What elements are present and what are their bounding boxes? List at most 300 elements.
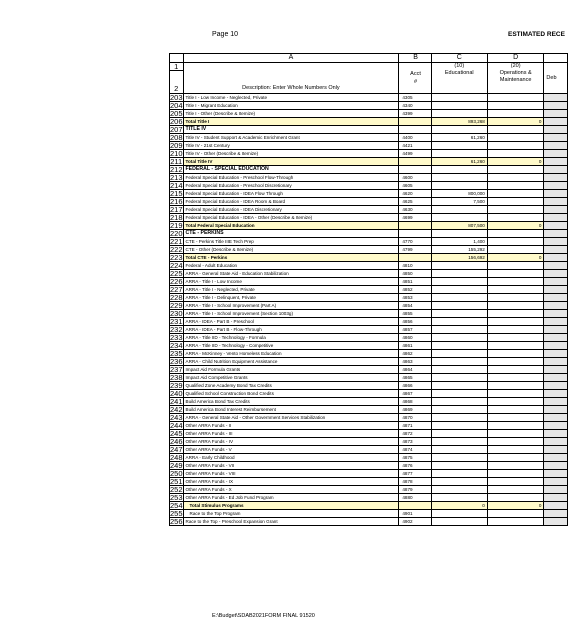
educational-cell[interactable] xyxy=(431,94,487,102)
operations-maintenance-cell[interactable]: 0 xyxy=(487,158,544,166)
description-cell[interactable]: FEDERAL - SPECIAL EDUCATION xyxy=(183,166,399,174)
description-cell[interactable]: Federal Special Education - IDEA Room & Board xyxy=(183,198,399,206)
educational-cell[interactable] xyxy=(431,462,487,470)
account-number-cell[interactable]: 4879 xyxy=(399,486,431,494)
debt-service-cell[interactable] xyxy=(544,446,568,454)
operations-maintenance-cell[interactable]: 0 xyxy=(487,254,544,262)
column-header-a[interactable]: A xyxy=(183,54,399,63)
debt-service-cell[interactable] xyxy=(544,214,568,222)
account-number-cell[interactable]: 4699 xyxy=(399,214,431,222)
account-number-cell[interactable]: 4305 xyxy=(399,94,431,102)
operations-maintenance-cell[interactable] xyxy=(487,94,544,102)
educational-cell[interactable]: 800,000 xyxy=(431,190,487,198)
account-number-cell[interactable]: 4870 xyxy=(399,414,431,422)
description-cell[interactable]: Other ARRA Funds - II xyxy=(183,422,399,430)
educational-cell[interactable] xyxy=(431,374,487,382)
description-cell[interactable]: Impact Aid Competitive Grants xyxy=(183,374,399,382)
row-number: 241 xyxy=(170,397,183,406)
account-number-cell[interactable]: 4620 xyxy=(399,190,431,198)
description-cell[interactable]: Race to the Top - Preschool Expansion Grant xyxy=(183,518,399,526)
debt-service-cell[interactable] xyxy=(544,302,568,310)
operations-maintenance-cell[interactable] xyxy=(487,142,544,150)
account-number-cell[interactable] xyxy=(399,254,431,262)
educational-cell[interactable]: 1,400 xyxy=(431,238,487,246)
account-number-cell[interactable]: 4855 xyxy=(399,310,431,318)
account-number-cell[interactable]: 4851 xyxy=(399,278,431,286)
operations-maintenance-cell[interactable] xyxy=(487,206,544,214)
operations-maintenance-cell[interactable] xyxy=(487,510,544,518)
educational-cell[interactable] xyxy=(431,486,487,494)
operations-maintenance-cell[interactable] xyxy=(487,134,544,142)
debt-service-cell[interactable] xyxy=(544,158,568,166)
operations-maintenance-cell[interactable] xyxy=(487,414,544,422)
operations-maintenance-cell[interactable] xyxy=(487,494,544,502)
account-number-cell[interactable]: 4878 xyxy=(399,478,431,486)
column-header-b[interactable]: B xyxy=(399,54,431,63)
operations-maintenance-cell[interactable] xyxy=(487,174,544,182)
description-cell[interactable]: Qualified Zone Academy Bond Tax Credits xyxy=(183,382,399,390)
account-number-cell[interactable]: 4872 xyxy=(399,430,431,438)
debt-service-cell[interactable] xyxy=(544,502,568,510)
educational-cell[interactable] xyxy=(431,294,487,302)
description-cell[interactable]: Title I - Migrant Education xyxy=(183,102,399,110)
description-cell[interactable]: Qualified School Construction Bond Credits xyxy=(183,390,399,398)
table-row xyxy=(170,510,568,518)
operations-maintenance-cell[interactable] xyxy=(487,102,544,110)
corner-cell[interactable] xyxy=(170,54,184,63)
account-number-cell[interactable]: 4499 xyxy=(399,150,431,158)
account-number-cell[interactable]: 4857 xyxy=(399,326,431,334)
table-row xyxy=(170,310,568,318)
debt-service-cell[interactable] xyxy=(544,206,568,214)
description-cell[interactable]: ARRA - Title IID - Technology - Formula xyxy=(183,334,399,342)
description-cell[interactable]: Title IV - Student Support & Academic Enrichment Grant xyxy=(183,134,399,142)
operations-maintenance-cell[interactable] xyxy=(487,342,544,350)
operations-maintenance-cell[interactable]: 0 xyxy=(487,118,544,126)
account-number-cell[interactable]: 4860 xyxy=(399,334,431,342)
operations-maintenance-cell[interactable] xyxy=(487,486,544,494)
educational-cell[interactable] xyxy=(431,430,487,438)
description-cell[interactable]: Total Federal Special Education xyxy=(183,222,399,230)
row-number: 248 xyxy=(170,453,183,462)
account-number-cell[interactable]: 4873 xyxy=(399,438,431,446)
debt-service-cell[interactable] xyxy=(544,342,568,350)
operations-maintenance-cell[interactable] xyxy=(487,350,544,358)
educational-cell[interactable]: 61,260 xyxy=(431,158,487,166)
debt-service-cell[interactable] xyxy=(544,262,568,270)
operations-maintenance-cell[interactable] xyxy=(487,358,544,366)
description-cell[interactable]: Title IV - Other (Describe & Itemize) xyxy=(183,150,399,158)
educational-cell[interactable] xyxy=(431,278,487,286)
debt-service-cell[interactable] xyxy=(544,166,568,174)
operations-maintenance-cell[interactable] xyxy=(487,318,544,326)
description-cell[interactable]: Other ARRA Funds - IV xyxy=(183,438,399,446)
description-cell[interactable]: Total Stimulus Programs xyxy=(183,502,399,510)
operations-maintenance-cell[interactable] xyxy=(487,270,544,278)
description-cell[interactable]: Other ARRA Funds - IX xyxy=(183,478,399,486)
account-number-cell[interactable]: 4421 xyxy=(399,142,431,150)
account-number-cell[interactable]: 4868 xyxy=(399,398,431,406)
educational-cell[interactable] xyxy=(431,382,487,390)
description-cell[interactable]: Other ARRA Funds - Ed Job Fund Program xyxy=(183,494,399,502)
account-number-cell[interactable] xyxy=(399,158,431,166)
operations-maintenance-cell[interactable] xyxy=(487,438,544,446)
operations-maintenance-cell[interactable] xyxy=(487,406,544,414)
account-number-cell[interactable]: 4605 xyxy=(399,182,431,190)
debt-service-cell[interactable] xyxy=(544,222,568,230)
educational-cell[interactable] xyxy=(431,478,487,486)
educational-cell[interactable] xyxy=(431,454,487,462)
debt-service-cell[interactable] xyxy=(544,174,568,182)
debt-service-cell[interactable] xyxy=(544,374,568,382)
debt-service-cell[interactable] xyxy=(544,294,568,302)
account-number-cell[interactable]: 4600 xyxy=(399,174,431,182)
description-cell[interactable]: Other ARRA Funds - VIII xyxy=(183,470,399,478)
row-number: 226 xyxy=(170,277,183,286)
educational-cell[interactable]: 156,692 xyxy=(431,254,487,262)
description-cell[interactable]: Race to the Top Program xyxy=(183,510,399,518)
account-number-cell[interactable]: 4810 xyxy=(399,262,431,270)
estimated-receipts-title: ESTIMATED RECE xyxy=(508,31,565,38)
description-cell[interactable]: ARRA - Title I - Delinquent, Private xyxy=(183,294,399,302)
educational-cell[interactable] xyxy=(431,326,487,334)
debt-service-cell[interactable] xyxy=(544,438,568,446)
description-cell[interactable]: ARRA - IDEA - Part B - Flow-Through xyxy=(183,326,399,334)
description-cell[interactable]: ARRA - Title IID - Technology - Competitive xyxy=(183,342,399,350)
debt-service-cell[interactable] xyxy=(544,518,568,526)
account-number-cell[interactable]: 4865 xyxy=(399,374,431,382)
educational-cell[interactable] xyxy=(431,446,487,454)
account-number-cell[interactable]: 4877 xyxy=(399,470,431,478)
debt-service-cell[interactable] xyxy=(544,390,568,398)
debt-service-cell[interactable] xyxy=(544,366,568,374)
operations-maintenance-cell[interactable] xyxy=(487,462,544,470)
operations-maintenance-cell[interactable] xyxy=(487,478,544,486)
operations-maintenance-cell[interactable] xyxy=(487,246,544,254)
educational-cell[interactable] xyxy=(431,358,487,366)
description-cell[interactable]: ARRA - Early Childhood xyxy=(183,454,399,462)
account-number-cell[interactable]: 4861 xyxy=(399,342,431,350)
educational-cell[interactable] xyxy=(431,350,487,358)
educational-cell[interactable] xyxy=(431,270,487,278)
description-cell[interactable]: ARRA - General State Aid - Education Stabilization xyxy=(183,270,399,278)
debt-service-cell[interactable] xyxy=(544,358,568,366)
description-cell[interactable]: ARRA - General State Aid - Other Government Services Stabilization xyxy=(183,414,399,422)
description-cell[interactable]: Build America Bond Interest Reimbursement xyxy=(183,406,399,414)
debt-service-cell[interactable] xyxy=(544,286,568,294)
account-number-cell[interactable]: 4850 xyxy=(399,270,431,278)
column-header-d[interactable]: D xyxy=(487,54,544,63)
account-number-cell[interactable]: 4625 xyxy=(399,198,431,206)
debt-service-cell[interactable] xyxy=(544,142,568,150)
description-cell[interactable]: Federal Special Education - IDEA Discretionary xyxy=(183,206,399,214)
operations-maintenance-cell[interactable] xyxy=(487,366,544,374)
description-cell[interactable]: ARRA - McKinney - Vento Homeless Education xyxy=(183,350,399,358)
educational-cell[interactable]: 807,500 xyxy=(431,222,487,230)
debt-service-cell[interactable] xyxy=(544,350,568,358)
debt-service-cell[interactable] xyxy=(544,102,568,110)
operations-maintenance-cell[interactable] xyxy=(487,182,544,190)
debt-service-cell[interactable] xyxy=(544,118,568,126)
account-number-cell[interactable]: 4901 xyxy=(399,510,431,518)
operations-maintenance-cell[interactable] xyxy=(487,374,544,382)
educational-cell[interactable] xyxy=(431,102,487,110)
educational-cell[interactable] xyxy=(431,150,487,158)
operations-maintenance-cell[interactable]: 0 xyxy=(487,222,544,230)
debt-header xyxy=(544,63,568,94)
description-cell[interactable]: ARRA - IDEA - Part B - Preschool xyxy=(183,318,399,326)
table-row xyxy=(170,350,568,358)
educational-cell[interactable] xyxy=(431,310,487,318)
operations-maintenance-cell[interactable] xyxy=(487,302,544,310)
account-number-cell[interactable]: 4874 xyxy=(399,446,431,454)
operations-maintenance-cell[interactable] xyxy=(487,470,544,478)
debt-service-cell[interactable] xyxy=(544,134,568,142)
educational-cell[interactable] xyxy=(431,518,487,526)
educational-cell[interactable] xyxy=(431,174,487,182)
educational-cell[interactable] xyxy=(431,438,487,446)
description-cell[interactable]: Total CTE - Perkins xyxy=(183,254,399,262)
account-number-cell[interactable]: 4867 xyxy=(399,390,431,398)
debt-service-cell[interactable] xyxy=(544,230,568,238)
column-header-c[interactable]: C xyxy=(431,54,487,63)
table-row xyxy=(170,198,568,206)
row-number: 206 xyxy=(170,117,183,126)
description-cell[interactable]: CTE - Perkins Title IIIE Tech Prep xyxy=(183,238,399,246)
operations-maintenance-cell[interactable] xyxy=(487,126,544,134)
debt-service-cell[interactable] xyxy=(544,326,568,334)
debt-service-cell[interactable] xyxy=(544,182,568,190)
om-header-line3: Maintenance xyxy=(499,77,532,83)
account-number-cell[interactable]: 4399 xyxy=(399,110,431,118)
description-cell[interactable]: Title I - Other (Describe & Itemize) xyxy=(183,110,399,118)
educational-cell[interactable] xyxy=(431,214,487,222)
educational-cell[interactable] xyxy=(431,182,487,190)
account-number-cell[interactable]: 4400 xyxy=(399,134,431,142)
description-cell[interactable]: TITLE IV xyxy=(183,126,399,134)
description-cell[interactable]: CTE - PERKINS xyxy=(183,230,399,238)
operations-maintenance-cell[interactable] xyxy=(487,110,544,118)
educational-cell[interactable] xyxy=(431,142,487,150)
description-cell[interactable]: Title IV - 21st Century xyxy=(183,142,399,150)
account-number-cell[interactable] xyxy=(399,166,431,174)
debt-service-cell[interactable] xyxy=(544,238,568,246)
educational-cell[interactable] xyxy=(431,422,487,430)
description-cell[interactable]: ARRA - Child Nutrition Equipment Assistance xyxy=(183,358,399,366)
description-cell[interactable]: ARRA - Title I - Low Income xyxy=(183,278,399,286)
debt-service-cell[interactable] xyxy=(544,478,568,486)
debt-service-cell[interactable] xyxy=(544,422,568,430)
description-cell[interactable]: ARRA - Title I - Neglected, Private xyxy=(183,286,399,294)
edu-header-line1: (10) xyxy=(454,63,465,69)
description-cell[interactable]: Total Title I xyxy=(183,118,399,126)
debt-service-cell[interactable] xyxy=(544,398,568,406)
educational-cell[interactable] xyxy=(431,342,487,350)
description-cell[interactable]: Federal Special Education - Preschool Discretionary xyxy=(183,182,399,190)
description-cell[interactable]: ARRA - Title I - School Improvement (Section 1003g) xyxy=(183,310,399,318)
educational-cell[interactable] xyxy=(431,510,487,518)
debt-service-cell[interactable] xyxy=(544,382,568,390)
account-number-cell[interactable]: 4863 xyxy=(399,358,431,366)
operations-maintenance-cell[interactable] xyxy=(487,262,544,270)
account-number-cell[interactable]: 4875 xyxy=(399,454,431,462)
operations-maintenance-cell[interactable] xyxy=(487,190,544,198)
operations-maintenance-cell[interactable] xyxy=(487,446,544,454)
account-number-cell[interactable]: 4854 xyxy=(399,302,431,310)
debt-service-cell[interactable] xyxy=(544,310,568,318)
description-cell[interactable]: Federal Special Education - IDEA Flow Through xyxy=(183,190,399,198)
debt-service-cell[interactable] xyxy=(544,190,568,198)
account-number-cell[interactable]: 4902 xyxy=(399,518,431,526)
account-number-cell[interactable] xyxy=(399,230,431,238)
account-number-cell[interactable]: 4869 xyxy=(399,406,431,414)
table-row xyxy=(170,446,568,454)
debt-service-cell[interactable] xyxy=(544,486,568,494)
debt-service-cell[interactable] xyxy=(544,462,568,470)
operations-maintenance-cell[interactable] xyxy=(487,430,544,438)
debt-service-cell[interactable] xyxy=(544,110,568,118)
educational-cell[interactable]: 61,260 xyxy=(431,134,487,142)
educational-cell[interactable] xyxy=(431,334,487,342)
operations-maintenance-cell[interactable] xyxy=(487,214,544,222)
educational-cell[interactable] xyxy=(431,262,487,270)
account-number-cell[interactable]: 4853 xyxy=(399,294,431,302)
educational-cell[interactable] xyxy=(431,110,487,118)
operations-maintenance-cell[interactable] xyxy=(487,382,544,390)
educational-cell[interactable] xyxy=(431,414,487,422)
educational-cell[interactable] xyxy=(431,126,487,134)
operations-maintenance-cell[interactable] xyxy=(487,294,544,302)
account-number-cell[interactable]: 4864 xyxy=(399,366,431,374)
debt-service-cell[interactable] xyxy=(544,254,568,262)
educational-cell[interactable] xyxy=(431,494,487,502)
account-number-cell[interactable]: 4880 xyxy=(399,494,431,502)
account-number-cell[interactable] xyxy=(399,502,431,510)
header-row-1 xyxy=(170,63,568,71)
educational-cell[interactable] xyxy=(431,286,487,294)
operations-maintenance-cell[interactable] xyxy=(487,238,544,246)
account-number-cell[interactable]: 4876 xyxy=(399,462,431,470)
row-number: 224 xyxy=(170,261,183,270)
operations-maintenance-cell[interactable] xyxy=(487,166,544,174)
educational-cell[interactable] xyxy=(431,302,487,310)
table-row xyxy=(170,166,568,174)
operations-maintenance-cell[interactable] xyxy=(487,310,544,318)
description-cell[interactable]: CTE - Other (Describe & Itemize) xyxy=(183,246,399,254)
debt-service-cell[interactable] xyxy=(544,510,568,518)
educational-cell[interactable]: 7,500 xyxy=(431,198,487,206)
account-number-cell[interactable]: 4856 xyxy=(399,318,431,326)
operations-maintenance-cell[interactable] xyxy=(487,422,544,430)
operations-maintenance-cell[interactable] xyxy=(487,334,544,342)
account-number-cell[interactable] xyxy=(399,118,431,126)
table-row xyxy=(170,206,568,214)
description-cell[interactable]: Other ARRA Funds - VII xyxy=(183,462,399,470)
row-number: 227 xyxy=(170,285,183,294)
account-number-cell[interactable]: 4852 xyxy=(399,286,431,294)
debt-service-cell[interactable] xyxy=(544,150,568,158)
operations-maintenance-cell[interactable] xyxy=(487,454,544,462)
description-cell[interactable]: Federal Special Education - Preschool Flow-Through xyxy=(183,174,399,182)
description-cell[interactable]: Federal - Adult Education xyxy=(183,262,399,270)
description-cell[interactable]: ARRA - Title I - School Improvement (Part A) xyxy=(183,302,399,310)
debt-service-cell[interactable] xyxy=(544,334,568,342)
account-number-cell[interactable]: 4871 xyxy=(399,422,431,430)
debt-service-cell[interactable] xyxy=(544,270,568,278)
operations-maintenance-cell[interactable] xyxy=(487,326,544,334)
educational-cell[interactable] xyxy=(431,166,487,174)
operations-maintenance-cell[interactable] xyxy=(487,286,544,294)
educational-cell[interactable] xyxy=(431,230,487,238)
educational-cell[interactable] xyxy=(431,470,487,478)
account-number-cell[interactable] xyxy=(399,126,431,134)
description-cell[interactable]: Other ARRA Funds - V xyxy=(183,446,399,454)
debt-service-cell[interactable] xyxy=(544,430,568,438)
educational-cell[interactable] xyxy=(431,318,487,326)
account-number-cell[interactable]: 4630 xyxy=(399,206,431,214)
row-number: 247 xyxy=(170,445,183,454)
operations-maintenance-cell[interactable] xyxy=(487,230,544,238)
debt-service-cell[interactable] xyxy=(544,494,568,502)
account-number-cell[interactable]: 4799 xyxy=(399,246,431,254)
description-cell[interactable]: Impact Aid Formula Grants xyxy=(183,366,399,374)
educational-cell[interactable] xyxy=(431,398,487,406)
debt-service-cell[interactable] xyxy=(544,454,568,462)
debt-service-cell[interactable] xyxy=(544,406,568,414)
description-cell[interactable]: Build America Bond Tax Credits xyxy=(183,398,399,406)
table-row xyxy=(170,334,568,342)
educational-cell[interactable]: 155,292 xyxy=(431,246,487,254)
description-cell[interactable]: Other ARRA Funds - III xyxy=(183,430,399,438)
account-number-cell[interactable]: 4770 xyxy=(399,238,431,246)
debt-service-cell[interactable] xyxy=(544,198,568,206)
debt-service-cell[interactable] xyxy=(544,246,568,254)
debt-service-cell[interactable] xyxy=(544,126,568,134)
column-header-e[interactable] xyxy=(544,54,568,63)
operations-maintenance-cell[interactable] xyxy=(487,198,544,206)
educational-cell[interactable] xyxy=(431,206,487,214)
operations-maintenance-cell[interactable] xyxy=(487,278,544,286)
account-number-cell[interactable] xyxy=(399,222,431,230)
description-cell[interactable]: Title I - Low Income - Neglected, Private xyxy=(183,94,399,102)
operations-maintenance-cell[interactable] xyxy=(487,390,544,398)
debt-service-cell[interactable] xyxy=(544,94,568,102)
debt-service-cell[interactable] xyxy=(544,414,568,422)
description-cell[interactable]: Federal Special Education - IDEA - Other (Describe & Itemize) xyxy=(183,214,399,222)
account-number-cell[interactable]: 4340 xyxy=(399,102,431,110)
operations-maintenance-cell[interactable] xyxy=(487,150,544,158)
educational-cell[interactable]: 893,268 xyxy=(431,118,487,126)
educational-cell[interactable] xyxy=(431,390,487,398)
account-number-cell[interactable]: 4866 xyxy=(399,382,431,390)
row-number: 239 xyxy=(170,381,183,390)
operations-maintenance-cell[interactable]: 0 xyxy=(487,502,544,510)
debt-service-cell[interactable] xyxy=(544,278,568,286)
description-cell[interactable]: Other ARRA Funds - X xyxy=(183,486,399,494)
educational-cell[interactable]: 0 xyxy=(431,502,487,510)
educational-cell[interactable] xyxy=(431,366,487,374)
table-row xyxy=(170,478,568,486)
debt-service-cell[interactable] xyxy=(544,470,568,478)
educational-header xyxy=(431,63,487,94)
description-header-text: Description: Enter Whole Numbers Only xyxy=(242,85,340,91)
description-cell[interactable]: Total Title IV xyxy=(183,158,399,166)
operations-maintenance-cell[interactable] xyxy=(487,518,544,526)
debt-service-cell[interactable] xyxy=(544,318,568,326)
account-number-cell[interactable]: 4862 xyxy=(399,350,431,358)
operations-maintenance-cell[interactable] xyxy=(487,398,544,406)
educational-cell[interactable] xyxy=(431,406,487,414)
